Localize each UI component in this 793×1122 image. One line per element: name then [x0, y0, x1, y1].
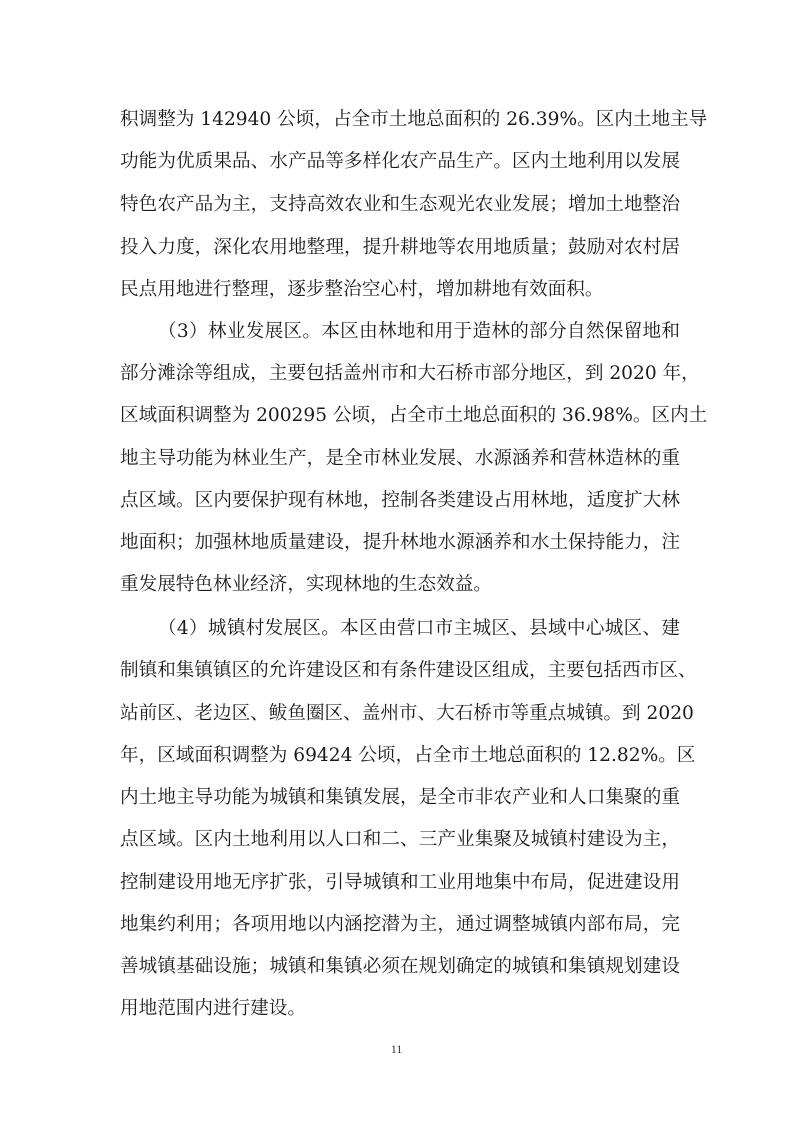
text-line: 用地范围内进行建设。	[120, 998, 306, 1019]
text-line: 投入力度，深化农用地整理，提升耕地等农用地质量；鼓励对农村居	[120, 237, 680, 258]
text-line: 地集约利用；各项用地以内涵挖潜为主，通过调整城镇内部布局，完	[120, 914, 680, 935]
text-line: 站前区、老边区、鲅鱼圈区、盖州市、大石桥市等重点城镇。到 2020	[120, 703, 694, 724]
text-line: 制镇和集镇镇区的允许建设区和有条件建设区组成，主要包括西市区、	[120, 660, 697, 681]
text-line: 年，区域面积调整为 69424 公顷，占全市土地总面积的 12.82%。区	[120, 745, 696, 766]
text-line: 地主导功能为林业生产，是全市林业发展、水源涵养和营林造林的重	[120, 448, 680, 469]
text-line: 点区域。区内土地利用以人口和二、三产业集聚及城镇村建设为主，	[120, 829, 680, 850]
text-line: 功能为优质果品、水产品等多样化农产品生产。区内土地利用以发展	[120, 151, 680, 172]
text-line: 民点用地进行整理，逐步整治空心村，增加耕地有效面积。	[120, 279, 604, 300]
text-line: 内土地主导功能为城镇和集镇发展，是全市非农产业和人口集聚的重	[120, 787, 680, 808]
text-line: 点区域。区内要保护现有林地，控制各类建设占用林地，适度扩大林	[120, 490, 680, 511]
paragraph-heading-line: （4）城镇村发展区。本区由营口市主城区、县域中心城区、建	[158, 618, 680, 639]
text-line: 区域面积调整为 200295 公顷，占全市土地总面积的 36.98%。区内土	[120, 405, 708, 426]
page-number: 11	[390, 1042, 403, 1056]
text-line: 特色农产品为主，支持高效农业和生态观光农业发展；增加土地整治	[120, 194, 680, 215]
text-line: 重发展特色林业经济，实现林地的生态效益。	[120, 574, 492, 595]
text-line: 积调整为 142940 公顷，占全市土地总面积的 26.39%。区内土地主导	[120, 109, 708, 130]
text-line: 地面积；加强林地质量建设，提升林地水源涵养和水土保持能力，注	[120, 532, 680, 553]
text-line: 控制建设用地无序扩张，引导城镇和工业用地集中布局，促进建设用	[120, 872, 680, 893]
text-line: 善城镇基础设施；城镇和集镇必须在规划确定的城镇和集镇规划建设	[120, 956, 680, 977]
paragraph-heading-line: （3）林业发展区。本区由林地和用于造林的部分自然保留地和	[158, 321, 680, 342]
text-line: 部分滩涂等组成，主要包括盖州市和大石桥市部分地区，到 2020 年，	[120, 363, 700, 384]
